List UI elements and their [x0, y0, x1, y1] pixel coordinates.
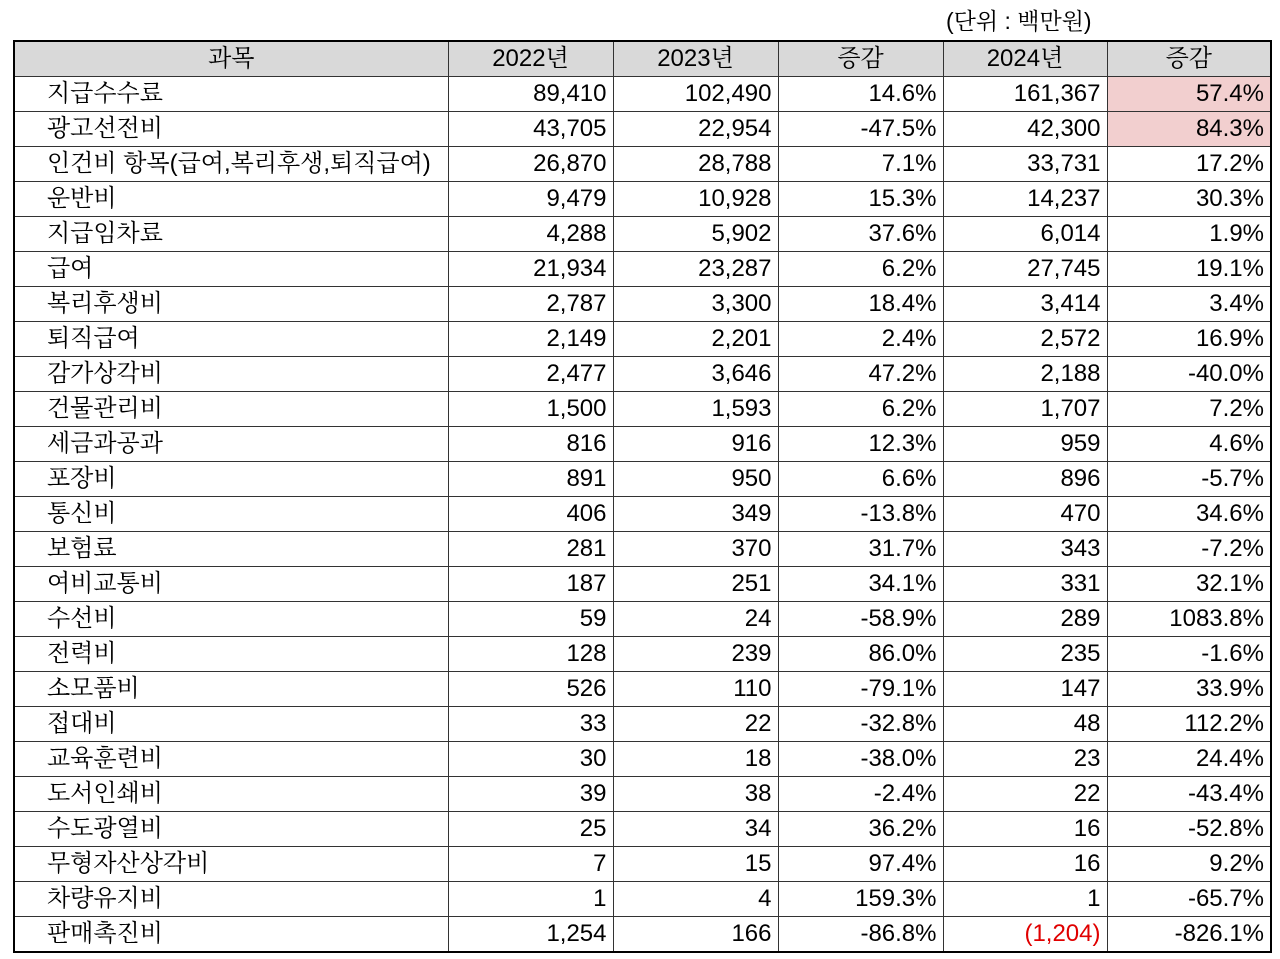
- value-2023: 38: [613, 777, 778, 812]
- change-2024: -7.2%: [1107, 532, 1271, 567]
- value-2022: 526: [448, 672, 613, 707]
- change-2023: -2.4%: [778, 777, 943, 812]
- value-2022: 39: [448, 777, 613, 812]
- value-2024: 33,731: [943, 147, 1107, 182]
- item-name: 보험료: [14, 532, 448, 567]
- value-2023: 349: [613, 497, 778, 532]
- change-2024: 32.1%: [1107, 567, 1271, 602]
- item-name: 광고선전비: [14, 112, 448, 147]
- change-2024: 4.6%: [1107, 427, 1271, 462]
- value-2023: 23,287: [613, 252, 778, 287]
- unit-label: (단위 : 백만원): [946, 8, 1092, 34]
- value-2022: 33: [448, 707, 613, 742]
- item-name: 도서인쇄비: [14, 777, 448, 812]
- change-2024: 16.9%: [1107, 322, 1271, 357]
- value-2024: 331: [943, 567, 1107, 602]
- change-2023: 86.0%: [778, 637, 943, 672]
- item-name: 퇴직급여: [14, 322, 448, 357]
- value-2022: 2,149: [448, 322, 613, 357]
- change-2023: 18.4%: [778, 287, 943, 322]
- value-2022: 128: [448, 637, 613, 672]
- table-row: [14, 252, 1271, 287]
- table-row: [14, 462, 1271, 497]
- table-row: [14, 287, 1271, 322]
- value-2023: 370: [613, 532, 778, 567]
- value-2022: 891: [448, 462, 613, 497]
- change-2024: 57.4%: [1107, 77, 1271, 112]
- table-row: [14, 427, 1271, 462]
- item-name: 판매촉진비: [14, 917, 448, 953]
- change-2024: -826.1%: [1107, 917, 1271, 953]
- item-name: 포장비: [14, 462, 448, 497]
- table-row: [14, 322, 1271, 357]
- value-2023: 950: [613, 462, 778, 497]
- value-2022: 187: [448, 567, 613, 602]
- value-2024: 161,367: [943, 77, 1107, 112]
- change-2024: -52.8%: [1107, 812, 1271, 847]
- change-2023: 2.4%: [778, 322, 943, 357]
- change-2023: -47.5%: [778, 112, 943, 147]
- change-2024: 24.4%: [1107, 742, 1271, 777]
- value-2024: 896: [943, 462, 1107, 497]
- table-row: [14, 672, 1271, 707]
- item-name: 교육훈련비: [14, 742, 448, 777]
- value-2022: 1,500: [448, 392, 613, 427]
- table-row: [14, 637, 1271, 672]
- item-name: 통신비: [14, 497, 448, 532]
- change-2023: 7.1%: [778, 147, 943, 182]
- header-row: [14, 41, 1271, 77]
- value-2022: 89,410: [448, 77, 613, 112]
- value-2024: 27,745: [943, 252, 1107, 287]
- table-row: [14, 497, 1271, 532]
- value-2023: 22: [613, 707, 778, 742]
- value-2023: 1,593: [613, 392, 778, 427]
- value-2022: 406: [448, 497, 613, 532]
- change-2023: -38.0%: [778, 742, 943, 777]
- change-2023: 12.3%: [778, 427, 943, 462]
- table-row: [14, 392, 1271, 427]
- item-name: 건물관리비: [14, 392, 448, 427]
- table-row: [14, 112, 1271, 147]
- value-2022: 30: [448, 742, 613, 777]
- value-2023: 15: [613, 847, 778, 882]
- item-name: 무형자산상각비: [14, 847, 448, 882]
- change-2023: 31.7%: [778, 532, 943, 567]
- value-2024: 289: [943, 602, 1107, 637]
- change-2024: -43.4%: [1107, 777, 1271, 812]
- change-2024: 7.2%: [1107, 392, 1271, 427]
- table-row: [14, 847, 1271, 882]
- value-2024: 2,572: [943, 322, 1107, 357]
- change-2023: 37.6%: [778, 217, 943, 252]
- value-2023: 239: [613, 637, 778, 672]
- change-2023: 15.3%: [778, 182, 943, 217]
- change-2023: 6.6%: [778, 462, 943, 497]
- header-2022: 2022년: [448, 41, 613, 77]
- value-2023: 251: [613, 567, 778, 602]
- value-2024: 235: [943, 637, 1107, 672]
- value-2022: 2,477: [448, 357, 613, 392]
- table-row: [14, 882, 1271, 917]
- change-2024: 33.9%: [1107, 672, 1271, 707]
- value-2024: 42,300: [943, 112, 1107, 147]
- table-row: [14, 217, 1271, 252]
- value-2024: 23: [943, 742, 1107, 777]
- value-2023: 22,954: [613, 112, 778, 147]
- value-2023: 28,788: [613, 147, 778, 182]
- value-2024: 6,014: [943, 217, 1107, 252]
- value-2024: 1,707: [943, 392, 1107, 427]
- change-2023: 6.2%: [778, 392, 943, 427]
- value-2024: 343: [943, 532, 1107, 567]
- change-2024: 1.9%: [1107, 217, 1271, 252]
- value-2024: 959: [943, 427, 1107, 462]
- value-2024: 22: [943, 777, 1107, 812]
- value-2023: 10,928: [613, 182, 778, 217]
- value-2022: 816: [448, 427, 613, 462]
- value-2022: 21,934: [448, 252, 613, 287]
- item-name: 감가상각비: [14, 357, 448, 392]
- value-2022: 43,705: [448, 112, 613, 147]
- change-2023: 36.2%: [778, 812, 943, 847]
- value-2022: 59: [448, 602, 613, 637]
- item-name: 전력비: [14, 637, 448, 672]
- change-2023: -86.8%: [778, 917, 943, 953]
- item-name: 소모품비: [14, 672, 448, 707]
- value-2022: 1,254: [448, 917, 613, 953]
- change-2023: -13.8%: [778, 497, 943, 532]
- value-2022: 4,288: [448, 217, 613, 252]
- item-name: 운반비: [14, 182, 448, 217]
- header-2024: 2024년: [943, 41, 1107, 77]
- value-2024: 16: [943, 812, 1107, 847]
- value-2024: 1: [943, 882, 1107, 917]
- table-row: [14, 602, 1271, 637]
- table-row: [14, 77, 1271, 112]
- change-2024: 17.2%: [1107, 147, 1271, 182]
- change-2023: -32.8%: [778, 707, 943, 742]
- table-row: [14, 532, 1271, 567]
- item-name: 지급수수료: [14, 77, 448, 112]
- item-name: 급여: [14, 252, 448, 287]
- item-name: 수선비: [14, 602, 448, 637]
- table-row: [14, 182, 1271, 217]
- change-2024: 9.2%: [1107, 847, 1271, 882]
- change-2024: 112.2%: [1107, 707, 1271, 742]
- change-2023: 34.1%: [778, 567, 943, 602]
- change-2024: -1.6%: [1107, 637, 1271, 672]
- value-2023: 3,300: [613, 287, 778, 322]
- change-2024: 19.1%: [1107, 252, 1271, 287]
- item-name: 지급임차료: [14, 217, 448, 252]
- change-2024: 34.6%: [1107, 497, 1271, 532]
- value-2023: 24: [613, 602, 778, 637]
- change-2024: -65.7%: [1107, 882, 1271, 917]
- value-2024: 147: [943, 672, 1107, 707]
- header-change-2024: 증감: [1107, 41, 1271, 77]
- change-2024: -5.7%: [1107, 462, 1271, 497]
- change-2023: 47.2%: [778, 357, 943, 392]
- item-name: 차량유지비: [14, 882, 448, 917]
- item-name: 접대비: [14, 707, 448, 742]
- value-2023: 916: [613, 427, 778, 462]
- value-2024: 3,414: [943, 287, 1107, 322]
- table-row: [14, 917, 1271, 953]
- change-2024: 30.3%: [1107, 182, 1271, 217]
- value-2022: 281: [448, 532, 613, 567]
- item-name: 복리후생비: [14, 287, 448, 322]
- item-name: 여비교통비: [14, 567, 448, 602]
- item-name: 수도광열비: [14, 812, 448, 847]
- change-2024: 84.3%: [1107, 112, 1271, 147]
- table-row: [14, 147, 1271, 182]
- table-row: [14, 777, 1271, 812]
- value-2023: 102,490: [613, 77, 778, 112]
- value-2024: 2,188: [943, 357, 1107, 392]
- table-row: [14, 357, 1271, 392]
- value-2024: 470: [943, 497, 1107, 532]
- value-2024: (1,204): [943, 917, 1107, 953]
- change-2024: 3.4%: [1107, 287, 1271, 322]
- value-2022: 2,787: [448, 287, 613, 322]
- value-2024: 16: [943, 847, 1107, 882]
- value-2023: 4: [613, 882, 778, 917]
- value-2024: 48: [943, 707, 1107, 742]
- value-2022: 7: [448, 847, 613, 882]
- value-2023: 34: [613, 812, 778, 847]
- value-2022: 1: [448, 882, 613, 917]
- value-2022: 9,479: [448, 182, 613, 217]
- change-2023: 159.3%: [778, 882, 943, 917]
- change-2023: 6.2%: [778, 252, 943, 287]
- item-name: 세금과공과: [14, 427, 448, 462]
- item-name: 인건비 항목(급여,복리후생,퇴직급여): [14, 147, 448, 182]
- value-2023: 3,646: [613, 357, 778, 392]
- change-2024: 1083.8%: [1107, 602, 1271, 637]
- change-2023: -58.9%: [778, 602, 943, 637]
- value-2023: 110: [613, 672, 778, 707]
- expense-table: [13, 40, 1272, 953]
- header-change-2023: 증감: [778, 41, 943, 77]
- table-row: [14, 567, 1271, 602]
- change-2023: -79.1%: [778, 672, 943, 707]
- value-2024: 14,237: [943, 182, 1107, 217]
- change-2023: 14.6%: [778, 77, 943, 112]
- value-2022: 26,870: [448, 147, 613, 182]
- value-2022: 25: [448, 812, 613, 847]
- value-2023: 5,902: [613, 217, 778, 252]
- header-item: 과목: [14, 41, 448, 77]
- table-row: [14, 707, 1271, 742]
- table-row: [14, 742, 1271, 777]
- header-2023: 2023년: [613, 41, 778, 77]
- change-2024: -40.0%: [1107, 357, 1271, 392]
- value-2023: 166: [613, 917, 778, 953]
- table-row: [14, 812, 1271, 847]
- value-2023: 18: [613, 742, 778, 777]
- change-2023: 97.4%: [778, 847, 943, 882]
- value-2023: 2,201: [613, 322, 778, 357]
